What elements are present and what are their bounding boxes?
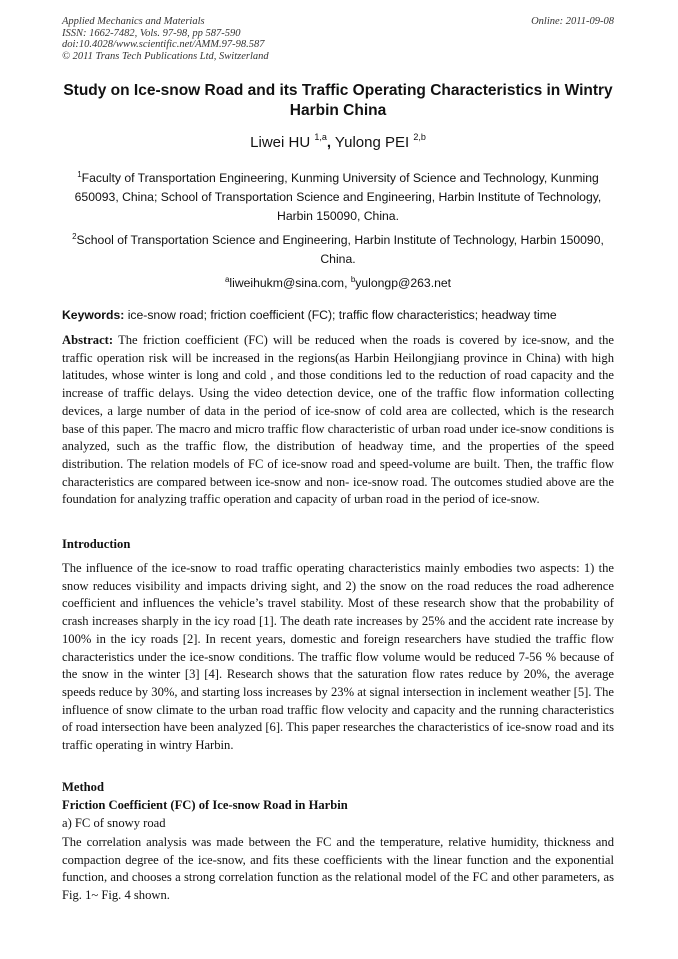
author-1: Liwei HU [250,134,311,151]
email-b: yulongp@263.net [355,276,452,290]
keywords-text: ice-snow road; friction coefficient (FC); traffic flow characteristics; headway time [127,308,557,322]
affiliation-2-text: School of Transportation Science and Engineering, Harbin Institute of Technology, Harbin 150090, China. [76,233,604,266]
introduction-heading: Introduction [62,537,131,551]
abstract-label: Abstract: [62,333,114,347]
copyright-line: © 2011 Trans Tech Publications Ltd, Switzerland [62,50,269,62]
author-separator: , [326,134,332,151]
journal-header [62,16,269,62]
email-line [62,270,614,293]
affiliation-2-mark: 2 [72,232,77,241]
abstract-text: The friction coefficient (FC) will be reduced when the roads is covered by ice-snow, and the traffic operation risk will be increased in the regions(as Harbin Heilongjiang province in China) with high latitudes, whose winter is long and cold , and those conditions led to the reduction of road capacity and the increase of traffic delays. Using the video detection device, one of the traffic flow information collecting devices, a large number of data in the period of ice-snow of cold area are collected, which is the research base of this paper. The macro and micro traffic flow characteristic of urban road under ice-snow conditions is analyzed, such as the traffic flow, the distribution of headway time, and the properties of the speed distribution. The relation models of FC of ice-snow road and speed-volume are built. Then, the traffic flow characteristics are compared between ice-snow and non- ice-snow road. The outcomes studied above are the foundation for analyzing traffic operation and capacity of urban road in the period of ice-snow. [62,333,614,507]
email-a-mark: a [224,275,230,284]
affiliation-1 [62,165,614,226]
fc-snowy-road-subheading: a) FC of snowy road [62,816,166,830]
introduction-text: The influence of the ice-snow to road traffic operating characteristics mainly embodies two aspects: 1) the snow reduces visibility and impacts driving sight, and 2) the snow on the road reduces the road adherence coefficient and influences the vehicle’s travel stability. Most of these research show that the probability of crash increases sharply in the icy road [1]. The death rate increases by 25% and the accident rate increase by 100% in the icy roads [2]. In recent years, domestic and foreign researchers have studied the traffic flow characteristics under the ice-snow conditions. The traffic flow volume would be reduced 7-56 % because of the snow in the winter [3] [4]. Research shows that the saturation flow rates reduce by 20%, the average speeds reduce by 30%, and starting loss increases by 23% at signal intersection in inclement weather [5]. The influence of snow climate to the urban road traffic flow velocity and capacity and the running characteristics of road intersection have been analyzed [6]. This paper researches the characteristics of ice-snow road and its traffic operating in wintry Harbin. [62,561,614,753]
keywords-label: Keywords: [62,308,125,322]
journal-name: Applied Mechanics and Materials [62,16,205,27]
fc-section-heading: Friction Coefficient (FC) of Ice-snow Road in Harbin [62,798,348,812]
correlation-paragraph: The correlation analysis was made between the FC and the temperature, relative humidity, thickness and compaction degree of the ice-snow, and fits these coefficients with the linear function and the exponential function, and chooses a strong correlation function as the relational model of the FC and other parameters, as Fig. 1~ Fig. 4 shown. [62,835,614,903]
abstract [62,332,614,509]
email-b-mark: b [350,275,356,284]
affiliation-2 [62,227,614,269]
affiliation-1-mark: 1 [77,170,82,179]
method-heading: Method [62,780,104,794]
issn-line: ISSN: 1662-7482, Vols. 97-98, pp 587-590 [62,27,241,39]
author-2-affil-mark: 2,b [413,132,426,142]
author-line [62,132,614,151]
paper-title: Study on Ice-snow Road and its Traffic Operating Characteristics in Wintry Harbin China [63,82,613,119]
doi-line: doi:10.4028/www.scientific.net/AMM.97-98.587 [62,39,265,51]
author-1-affil-mark: 1,a [314,132,327,142]
email-a: liweihukm@sina.com, [229,276,348,290]
keywords [62,308,614,322]
affiliation-1-text: Faculty of Transportation Engineering, Kunming University of Science and Technology, Kunming 650093, China; School of Transportation Science and Engineering, Harbin Institute of Technology, Harbin 150090, China. [74,171,602,223]
online-date: Online: 2011-09-08 [531,16,614,27]
author-2: Yulong PEI [334,134,410,151]
